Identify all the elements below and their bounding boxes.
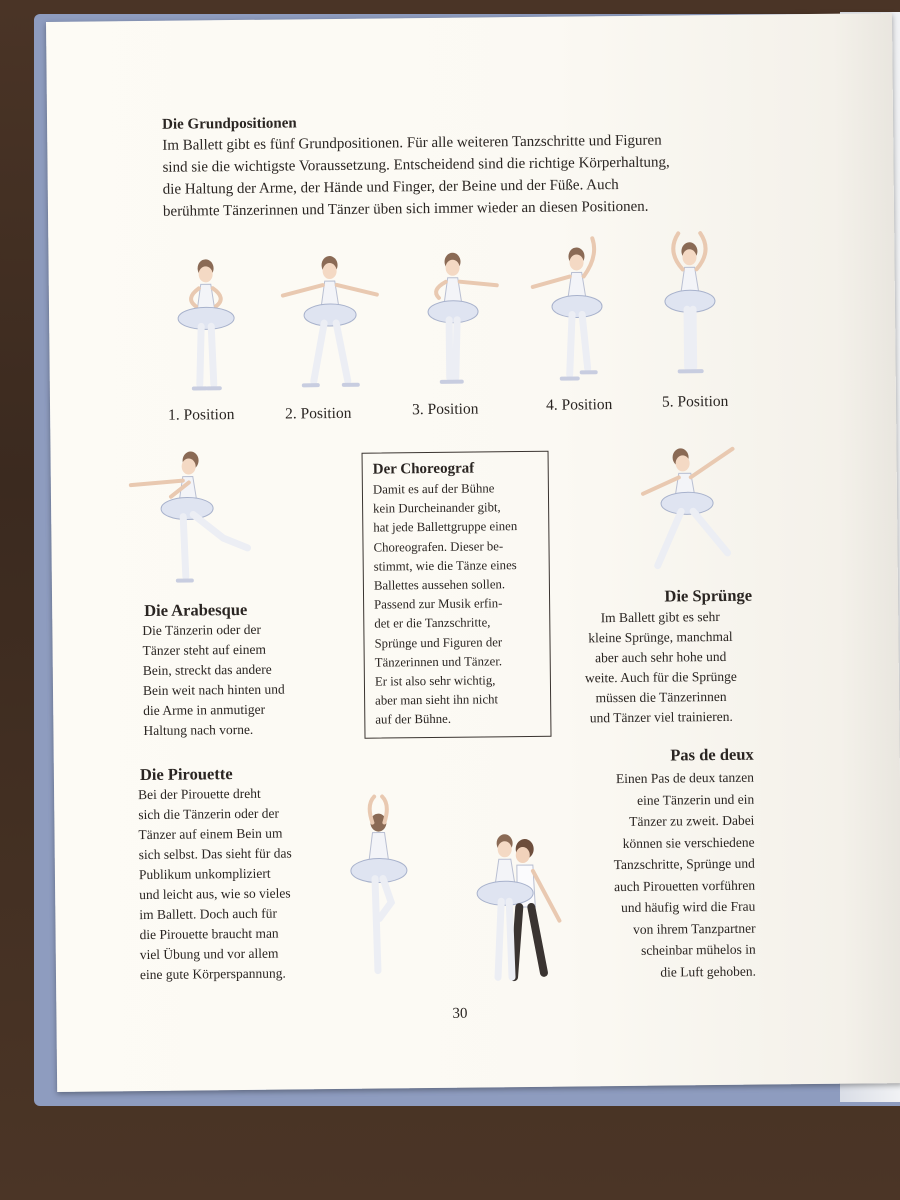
- text-line: Passend zur Musik erfin-: [374, 596, 503, 612]
- text-line: Er ist also sehr wichtig,: [374, 673, 496, 689]
- arabesque-text: [142, 619, 333, 741]
- text-line: stimmt, wie die Tänze eines: [373, 557, 517, 574]
- text-line: eine gute Körperspannung.: [139, 965, 286, 983]
- position-4-label: 4. Position: [545, 396, 613, 414]
- position-2-label: 2. Position: [285, 404, 352, 423]
- text-line: Tänzer steht auf einem: [142, 641, 266, 659]
- text-line: Einen Pas de deux tanzen: [615, 769, 755, 787]
- text-line: die Haltung der Arme, der Hände und Finger, der Beine und der Füße. Auch: [162, 177, 619, 198]
- text-line: det er die Tanzschritte,: [374, 615, 491, 632]
- page-number: 30: [452, 1005, 468, 1022]
- position-3-dancer-illustration: [410, 249, 502, 395]
- text-line: auch Pirouetten vorführen: [614, 877, 756, 894]
- position-4-dancer-illustration: [528, 236, 620, 392]
- text-line: scheinbar mühelos in: [640, 941, 756, 958]
- text-line: Bein weit nach hinten und: [142, 681, 285, 699]
- text-line: im Ballett. Doch auch für: [139, 905, 278, 923]
- text-line: Tänzer zu zweit. Dabei: [629, 812, 755, 829]
- text-line: viel Übung und vor allem: [139, 945, 279, 963]
- position-2-dancer-illustration: [274, 252, 386, 398]
- position-5-dancer-illustration: [654, 227, 726, 383]
- position-5-label: 5. Position: [661, 392, 729, 411]
- text-line: Tänzerinnen und Tänzer.: [374, 654, 503, 670]
- text-line: aber auch sehr hohe und: [595, 648, 727, 666]
- text-line: Im Ballett gibt es sehr: [600, 608, 720, 626]
- text-line: und leicht aus, wie so vieles: [139, 885, 291, 903]
- text-line: berühmte Tänzerinnen und Tänzer üben sich immer wieder an diesen Positionen.: [162, 198, 649, 220]
- text-line: Bei der Pirouette dreht: [138, 785, 261, 803]
- text-line: sind sie die wichtigste Voraussetzung. Entscheidend sind die richtige Körperhaltung,: [162, 154, 670, 176]
- text-line: Ballettes aussehen sollen.: [373, 577, 506, 593]
- text-line: sich die Tänzerin oder der: [138, 805, 280, 823]
- text-line: sich selbst. Das sieht für das: [138, 845, 292, 863]
- position-1-dancer-illustration: [170, 256, 242, 402]
- text-line: können sie verschiedene: [622, 834, 755, 851]
- text-line: Publikum unkompliziert: [138, 865, 271, 883]
- text-line: hat jede Ballettgruppe einen: [373, 519, 518, 536]
- arabesque-dancer-illustration: [126, 448, 258, 594]
- choreograf-title: Der Choreograf: [372, 460, 475, 478]
- grundpositionen-title: Die Grundpositionen: [161, 115, 297, 133]
- grundpositionen-text: [162, 128, 803, 223]
- text-line: kein Durcheinander gibt,: [373, 500, 501, 516]
- text-line: Damit es auf der Bühne: [372, 481, 495, 497]
- text-line: Bein, streckt das andere: [142, 661, 272, 679]
- text-line: Tänzer auf einem Bein um: [138, 825, 283, 843]
- text-line: eine Tänzerin und ein: [637, 791, 755, 808]
- position-3-label: 3. Position: [411, 400, 479, 419]
- text-line: weite. Auch für die Sprünge: [584, 668, 737, 686]
- text-line: Die Tänzerin oder der: [142, 621, 262, 639]
- text-line: und häufig wird die Frau: [620, 898, 756, 916]
- text-line: kleine Sprünge, manchmal: [588, 628, 733, 646]
- choreograf-box: [362, 451, 552, 739]
- text-line: die Arme in anmutiger: [143, 701, 266, 719]
- text-line: und Tänzer viel trainieren.: [589, 708, 733, 726]
- text-line: auf der Bühne.: [375, 712, 452, 728]
- arabesque-title: Die Arabesque: [144, 599, 248, 621]
- pasdedeux-text: [554, 767, 756, 984]
- text-line: Tanzschritte, Sprünge und: [613, 855, 755, 873]
- text-line: Choreografen. Dieser be-: [373, 538, 504, 555]
- text-line: von ihrem Tanzpartner: [632, 920, 756, 937]
- pasdedeux-title: Pas de deux: [670, 744, 754, 765]
- position-1-label: 1. Position: [168, 406, 235, 424]
- text-line: Haltung nach vorne.: [143, 721, 254, 739]
- text-line: Sprünge und Figuren der: [374, 634, 503, 651]
- text-line: die Pirouette braucht man: [139, 925, 279, 943]
- jumping-dancer-illustration: [640, 435, 742, 581]
- text-line: Im Ballett gibt es fünf Grundpositionen. Für alle weiteren Tanzschritte und Figuren: [162, 132, 662, 154]
- text-line: die Luft gehoben.: [660, 963, 757, 980]
- pirouette-text: [138, 783, 340, 985]
- text-line: müssen die Tänzerinnen: [595, 688, 727, 706]
- spruenge-title: Die Sprünge: [664, 585, 753, 606]
- pirouette-dancer-illustration: [344, 794, 416, 990]
- choreograf-text: [373, 479, 541, 730]
- text-line: aber man sieht ihn nicht: [375, 692, 499, 708]
- pirouette-title: Die Pirouette: [139, 764, 233, 785]
- book-page: [46, 13, 900, 1092]
- pas-de-deux-dancers-illustration: [466, 827, 568, 993]
- spruenge-text: [562, 607, 759, 729]
